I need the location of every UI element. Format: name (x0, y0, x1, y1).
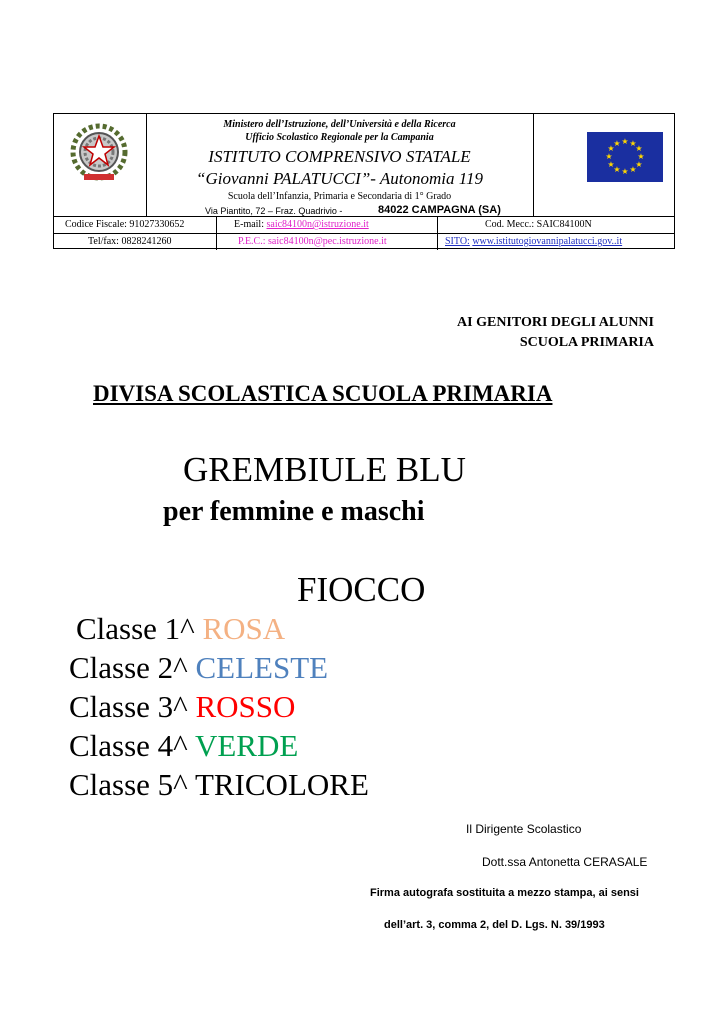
email-link[interactable]: saic84100n@istruzione.it (266, 219, 369, 230)
svg-text:★: ★ (607, 160, 615, 169)
svg-text:★: ★ (613, 165, 621, 174)
class-label: Classe 3^ (69, 689, 196, 724)
recipient-line-1: AI GENITORI DEGLI ALUNNI (457, 315, 654, 330)
republic-emblem (66, 122, 132, 186)
letterhead (53, 113, 675, 249)
svg-text:★: ★ (635, 144, 643, 153)
class-label: Classe 5^ (69, 767, 195, 802)
svg-text:★: ★ (637, 152, 645, 161)
svg-text:★: ★ (607, 144, 615, 153)
class-2-row (69, 650, 328, 686)
fiocco-heading: FIOCCO (297, 570, 426, 609)
signature-note-2: dell’art. 3, comma 2, del D. Lgs. N. 39/1993 (384, 919, 605, 931)
class-5-row (69, 767, 369, 803)
svg-text:★: ★ (621, 137, 629, 146)
signature-name: Dott.ssa Antonetta CERASALE (482, 855, 648, 869)
schools-line: Scuola dell’Infanzia, Primaria e Secondaria di 1° Grado (227, 191, 452, 202)
svg-text:★: ★ (635, 160, 643, 169)
recipient-line-2: SCUOLA PRIMARIA (519, 335, 654, 350)
mecc-code: Cod. Mecc.: SAIC84100N (485, 219, 592, 230)
divider (437, 216, 438, 250)
address-line: Via Piantito, 72 – Fraz. Quadrivio - (205, 206, 343, 216)
grembiule-heading: GREMBIULE BLU (183, 450, 466, 489)
divider (54, 216, 674, 217)
class-color: VERDE (194, 728, 299, 763)
svg-text:★: ★ (613, 139, 621, 148)
class-label: Classe 1^ (76, 611, 203, 646)
signature-note-1: Firma autografa sostituita a mezzo stampa, ai sensi (370, 887, 639, 899)
class-4-row (69, 728, 298, 764)
svg-text:★: ★ (621, 167, 629, 176)
email-cell (234, 219, 369, 230)
svg-text:★: ★ (629, 165, 637, 174)
ministry-line: Ministero dell’Istruzione, dell’Università e della Ricerca (223, 119, 456, 130)
signature-role: Il Dirigente Scolastico (466, 822, 582, 836)
eu-flag (587, 132, 663, 182)
institute-name: “Giovanni PALATUCCI”- Autonomia 119 (196, 169, 483, 188)
institute-type: ISTITUTO COMPRENSIVO STATALE (208, 147, 471, 166)
class-color: ROSSO (195, 689, 296, 724)
class-color: CELESTE (195, 650, 329, 685)
divider (533, 114, 534, 216)
tax-code: Codice Fiscale: 91027330652 (65, 219, 185, 230)
telfax: Tel/fax: 0828241260 (88, 236, 172, 247)
class-label: Classe 2^ (69, 650, 196, 685)
site-label: SITO: (445, 236, 470, 247)
city-line: 84022 CAMPAGNA (SA) (378, 204, 501, 216)
office-line: Ufficio Scolastico Regionale per la Campania (245, 132, 434, 143)
grembiule-subheading: per femmine e maschi (163, 496, 425, 527)
divider (216, 216, 217, 250)
pec-link[interactable]: saic84100n@pec.istruzione.it (268, 236, 387, 247)
class-1-row (76, 611, 285, 647)
class-label: Classe 4^ (69, 728, 195, 763)
email-label: E-mail: (234, 219, 267, 230)
site-link[interactable]: www.istitutogiovannipalatucci.gov..it (472, 236, 623, 247)
class-color: ROSA (202, 611, 286, 646)
site-cell (445, 236, 622, 247)
pec-cell (238, 236, 387, 247)
class-color: TRICOLORE (194, 767, 369, 802)
document-title: DIVISA SCOLASTICA SCUOLA PRIMARIA (93, 381, 553, 406)
svg-text:★: ★ (629, 139, 637, 148)
svg-text:★: ★ (605, 152, 613, 161)
pec-label: P.E.C.: (238, 236, 269, 247)
divider (54, 233, 674, 234)
class-3-row (69, 689, 295, 725)
